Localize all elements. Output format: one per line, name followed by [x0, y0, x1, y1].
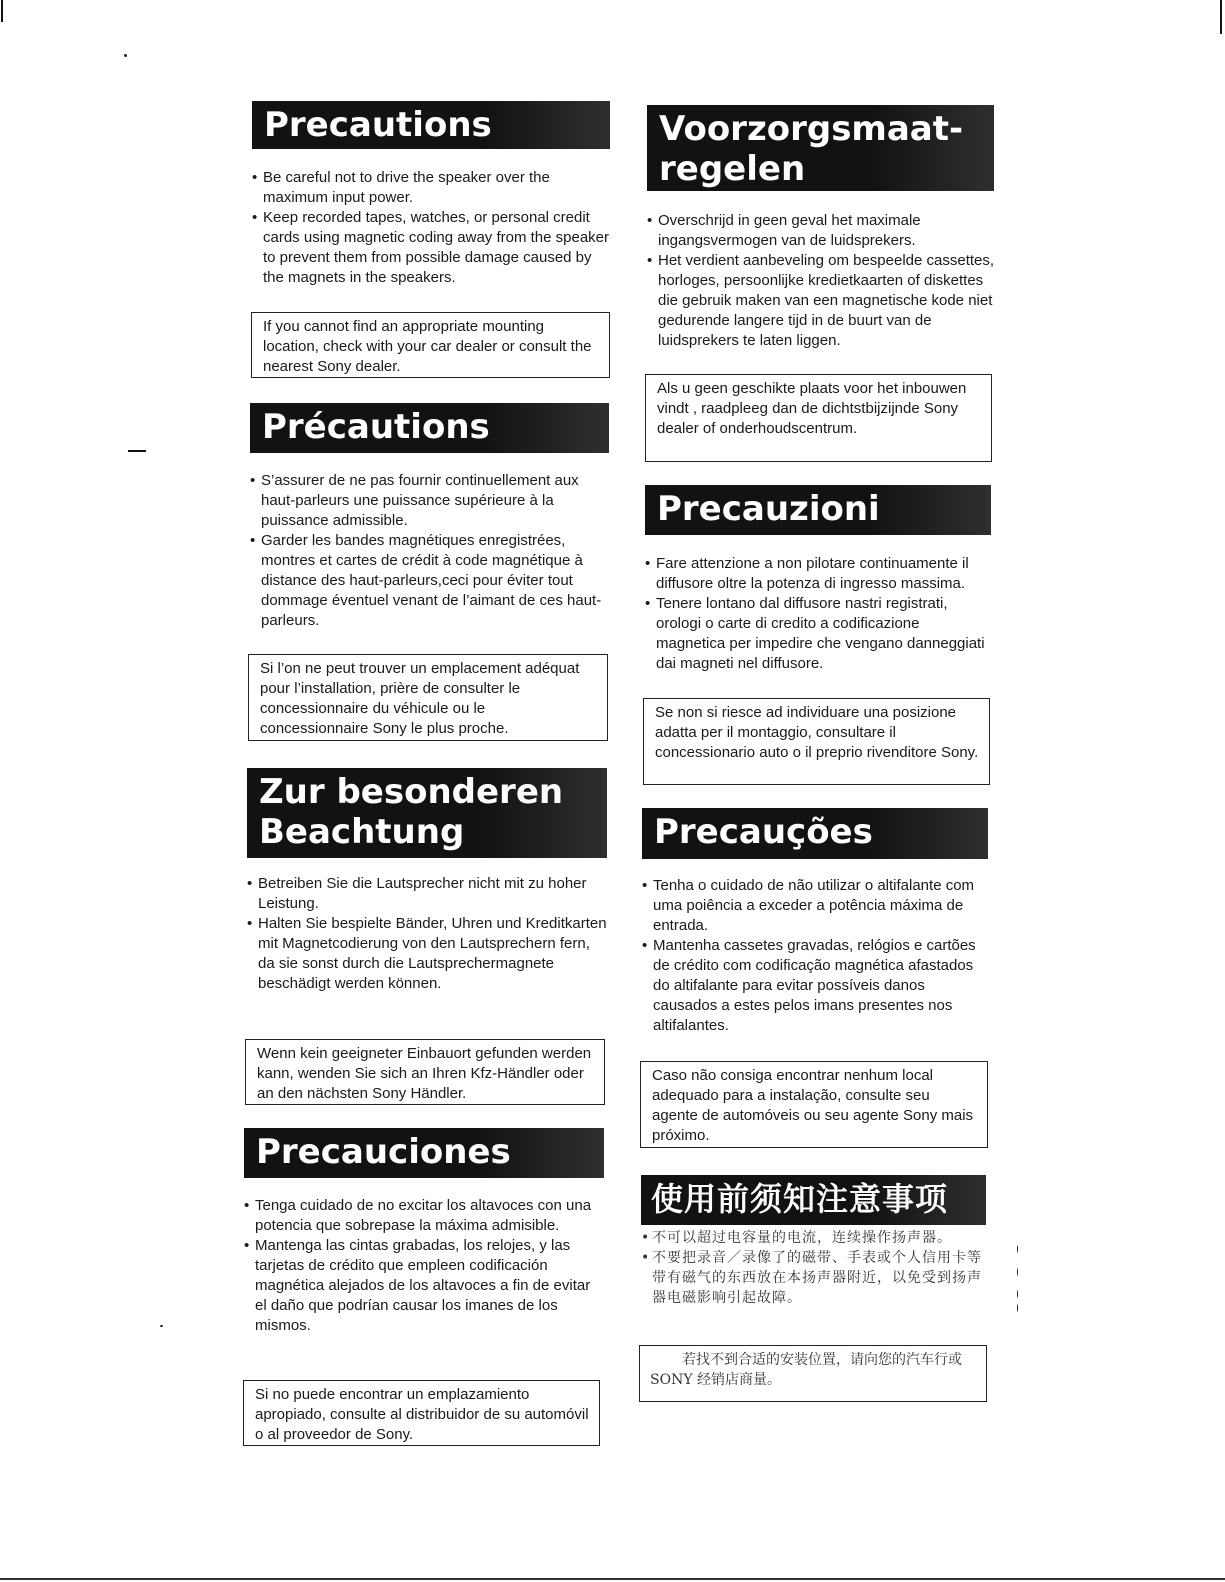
margin-dash-mark: [128, 450, 146, 452]
mounting-note-italian: Se non si riesce ad individuare una posizione adatta per il montaggio, consultare il concessionario auto o il preprio rivenditore Sony.: [643, 698, 990, 785]
list-item: • Het verdient aanbeveling om bespeelde cassettes, horloges, persoonlijke kredietkaarten of diskettes die gebruik maken van een magnetische kode niet gedurende langere tijd in de buurt van de luidsprekers te laten liggen.: [647, 251, 995, 351]
speck-mark: [1017, 1245, 1018, 1253]
mounting-note-french: Si l’on ne peut trouver un emplacement adéquat pour l’installation, prière de consulter le concessionnaire du véhicule ou le concessionnaire Sony le plus proche.: [248, 654, 608, 741]
section-title-german: Zur besonderen Beachtung: [247, 768, 607, 858]
mounting-note-german: Wenn kein geeigneter Einbauort gefunden werden kann, wenden Sie sich an Ihren Kfz-Händler oder an den nächsten Sony Händler.: [245, 1039, 605, 1105]
precaution-list-spanish: [244, 1196, 599, 1336]
precaution-list-german: [247, 874, 607, 994]
speck-mark: [124, 54, 127, 57]
list-item: • Garder les bandes magnétiques enregistrées, montres et cartes de crédit à code magnétique à distance des haut-parleurs,ceci pour éviter tout dommage éventuel venant de l’aimant de ces haut-parleurs.: [250, 531, 605, 631]
mounting-note-portuguese: Caso não consiga encontrar nenhum local adequado para a instalação, consulte seu agente de automóveis ou seu agente Sony mais próximo.: [640, 1061, 988, 1148]
speck-mark: [1017, 1290, 1018, 1298]
precaution-list-dutch: [647, 211, 995, 351]
section-title-dutch: Voorzorgsmaat- regelen: [647, 105, 994, 191]
list-item: • Keep recorded tapes, watches, or personal credit cards using magnetic coding away from the speaker to prevent them from possible damage caused by the magnets in the speakers.: [252, 208, 612, 288]
precaution-list-portuguese: [642, 876, 990, 1036]
right-edge-mark: [1220, 0, 1222, 34]
list-item: • Betreiben Sie die Lautsprecher nicht mit zu hoher Leistung.: [247, 874, 607, 914]
list-item: • Be careful not to drive the speaker over the maximum input power.: [252, 168, 612, 208]
speck-mark: [160, 1325, 163, 1327]
list-item: • 不要把录音／录像了的磁带、手表或个人信用卡等带有磁气的东西放在本扬声器附近，以免受到扬声器电磁影响引起故障。: [641, 1248, 991, 1308]
section-title-portuguese: Precauções: [642, 808, 988, 859]
list-item: • Fare attenzione a non pilotare continuamente il diffusore oltre la potenza di ingresso massima.: [645, 554, 991, 594]
speck-mark: [1017, 1304, 1018, 1312]
list-item: • Mantenga las cintas grabadas, los relojes, y las tarjetas de crédito que empleen codificación magnética alejados de los altavoces a fin de evitar el daño que podrían causar los imanes de los mismos.: [244, 1236, 599, 1336]
precaution-list-english: [252, 168, 612, 288]
section-title-spanish: Precauciones: [244, 1128, 604, 1178]
precaution-list-chinese: [641, 1228, 991, 1308]
list-item: • Overschrijd in geen geval het maximale ingangsvermogen van de luidsprekers.: [647, 211, 995, 251]
speck-mark: [1017, 1268, 1018, 1276]
mounting-note-spanish: Si no puede encontrar un emplazamiento apropiado, consulte al distribuidor de su automóvil o al proveedor de Sony.: [243, 1380, 600, 1446]
list-item: • Tenha o cuidado de não utilizar o altifalante com uma poiência a exceder a potência máxima de entrada.: [642, 876, 990, 936]
precaution-list-italian: [645, 554, 991, 674]
section-title-italian: Precauzioni: [645, 485, 991, 535]
precaution-list-french: [250, 471, 605, 631]
section-title-english: Precautions: [252, 101, 610, 149]
mounting-note-chinese: 若找不到合适的安装位置，请向您的汽车行或 SONY 经销店商量。: [639, 1345, 987, 1402]
list-item: • S’assurer de ne pas fournir continuellement aux haut-parleurs une puissance supérieure à la puissance admissible.: [250, 471, 605, 531]
section-title-chinese: 使用前须知注意事项: [641, 1175, 986, 1225]
list-item: • 不可以超过电容量的电流，连续操作扬声器。: [641, 1228, 991, 1248]
mounting-note-dutch: Als u geen geschikte plaats voor het inbouwen vindt , raadpleeg dan de dichtstbijzijnde Sony dealer of onderhoudscentrum.: [645, 374, 992, 462]
mounting-note-english: If you cannot find an appropriate mounting location, check with your car dealer or consult the nearest Sony dealer.: [251, 312, 610, 378]
section-title-french: Précautions: [250, 403, 609, 453]
bottom-edge-line: [0, 1578, 1225, 1580]
list-item: • Mantenha cassetes gravadas, relógios e cartões de crédito com codificação magnética afastados do altifalante para evitar possíveis danos causados a estes pelos imans presentes nos altifalantes.: [642, 936, 990, 1036]
list-item: • Tenga cuidado de no excitar los altavoces con una potencia que sobrepase la máxima admisible.: [244, 1196, 599, 1236]
left-edge-mark: [1, 0, 3, 22]
list-item: • Tenere lontano dal diffusore nastri registrati, orologi o carte di credito a codificazione magnetica per impedire che vengano danneggiati dai magneti nel diffusore.: [645, 594, 991, 674]
list-item: • Halten Sie bespielte Bänder, Uhren und Kreditkarten mit Magnetcodierung von den Lautsprechern fern, da sie sonst durch die Lautsprechermagnete beschädigt werden können.: [247, 914, 607, 994]
